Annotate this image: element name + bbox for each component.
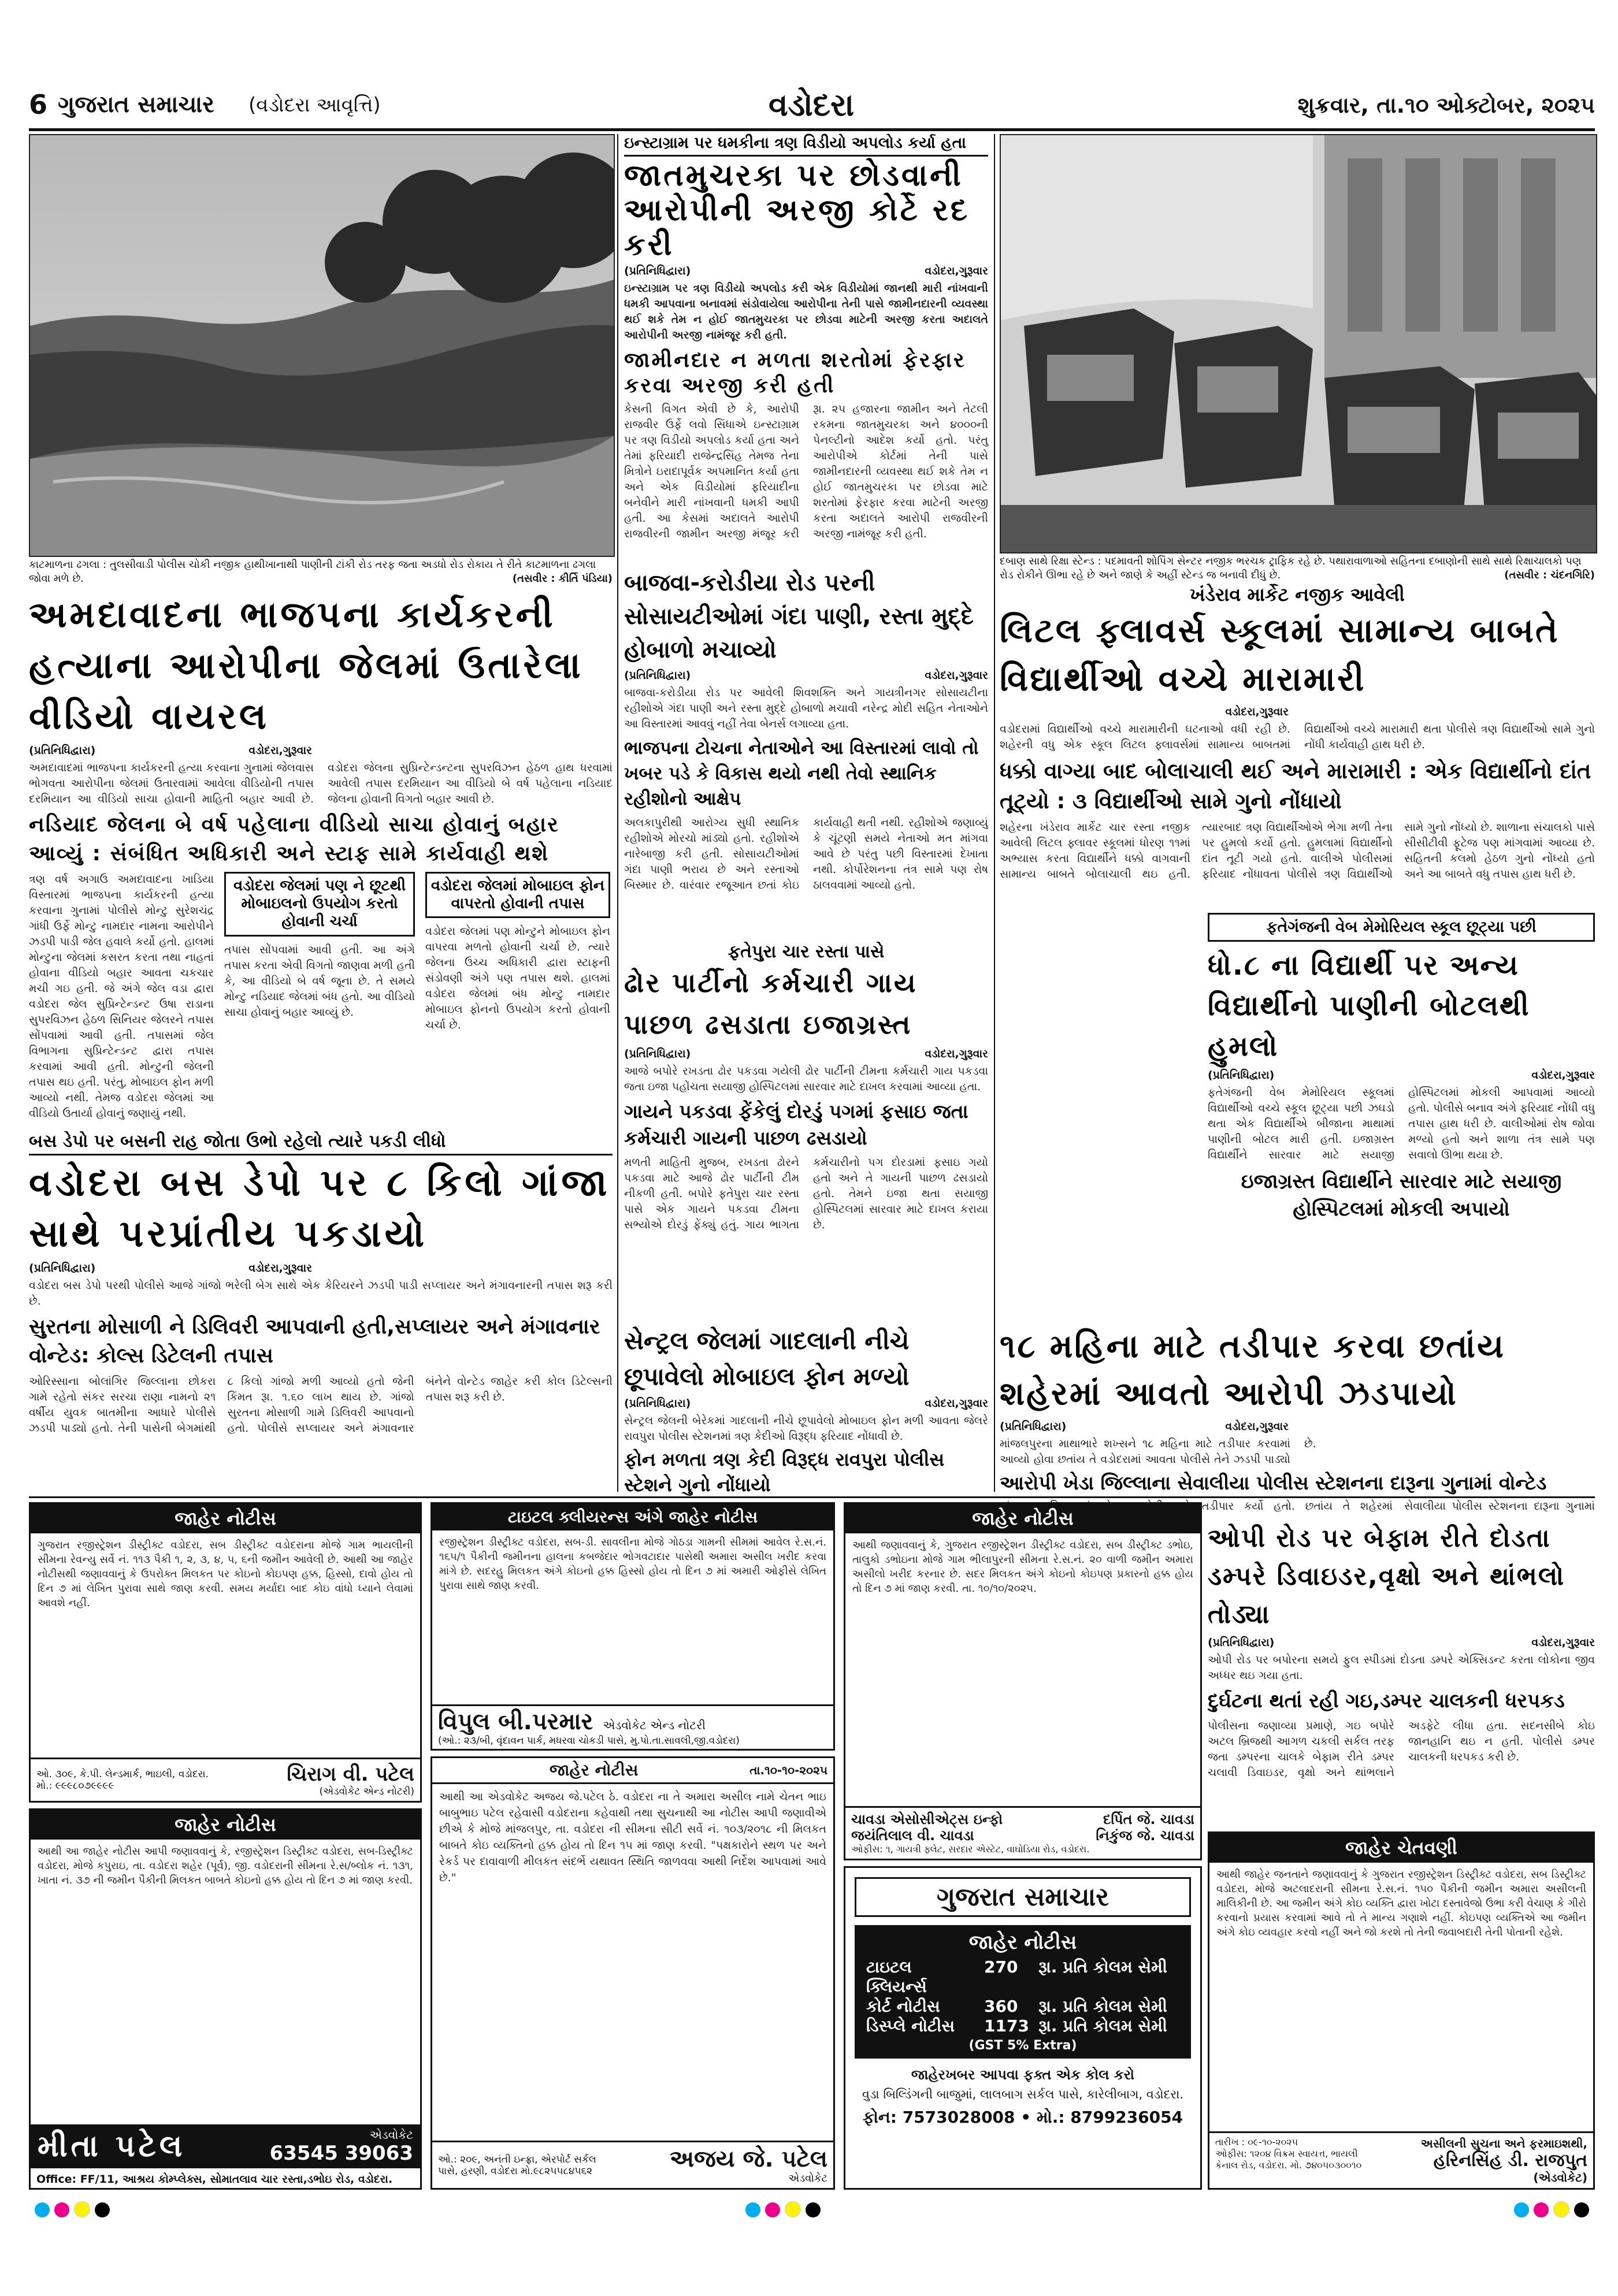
photo-rickshaw-caption bbox=[1000, 555, 1595, 582]
photo-rickshaw bbox=[1000, 134, 1597, 553]
story-byline bbox=[624, 1047, 988, 1060]
ad-advocate-title: એડવોકેટ bbox=[788, 2172, 827, 2184]
registration-marks-center bbox=[745, 2201, 825, 2220]
ad-rates-logo: ગુજરાત સમાચાર bbox=[855, 1877, 1191, 1917]
dateline-left: (પ્રતિનિધિદ્વારા) bbox=[1208, 1069, 1275, 1082]
rate-value: 270 bbox=[984, 1957, 1018, 1977]
rate-gst: (GST 5% Extra) bbox=[968, 2038, 1077, 2053]
rate-label: કોર્ટ નોટીસ bbox=[866, 1997, 940, 2016]
story-bjp bbox=[29, 589, 613, 1121]
masthead bbox=[29, 86, 1595, 126]
ad-name-2: દર્પિત જે. ચાવડા bbox=[1103, 1811, 1194, 1827]
story-byline bbox=[624, 669, 988, 682]
story-bus bbox=[29, 1131, 613, 1489]
photo-debris-caption bbox=[29, 558, 613, 586]
story-body: તડીપાર કર્યો હતો. છતાંય તે શહેરમાં સેવાલીયા પોલીસ સ્ટેશનના દારૂના ગુનામાં bbox=[1202, 1500, 1595, 1513]
dateline-right: વડોદરા,ગુરૂવાર bbox=[925, 669, 988, 682]
story-lead: અમદાવાદમાં ભાજપના કાર્યકરની હત્યા કરવાના ગુનામાં જેલવાસ ભોગવતા આરોપીના જેલમાં ઉતારવામાં આવેલા વીડિયોની તપાસ દરમિયાન આ વીડિયો સાચા હોવાની માહિતી બહાર આવી છે. વડોદરા જેલના સુપ્રિન્ટેન્ડન્ટના સુપરવિઝન હેઠળ હાથ ધરવામાં આવેલી તપાસ દરમિયાન આ વીડિયો બે વર્ષ પહેલાના નડિયાદ જેલના હોવાની વિગતો બહાર આવી છે. bbox=[29, 761, 613, 805]
dateline-left: (પ્રતિનિધિદ્વારા) bbox=[624, 1397, 691, 1410]
page-number: 6 bbox=[29, 89, 48, 120]
story-subhead: નડિયાદ જેલના બે વર્ષ પહેલાના વીડિયો સાચા હોવાનું બહાર આવ્યું : સંબંધિત અધિકારી અને સ્ટાફ સામે કાર્યવાહી થશે bbox=[29, 813, 559, 865]
story-jail-phone bbox=[624, 1323, 988, 1496]
sidebar-box bbox=[224, 872, 415, 937]
ad-body: આથી જાહેર જનતાને જણાવવાનું કે ગુજરાત રજીસ્ટ્રેશન ડિસ્ટ્રીક્ટ વડોદરા, સબ ડિસ્ટ્રીક્ટ વડોદરા, મોજે અટલાદરાની સીમના રે.સ.નં. ૧૫૦ પૈકીની જમીન અમારા અસીલની માલિકીની છે. આ જમીન અંગે કોઇ વ્યક્તિ દ્વારા ખોટા દસ્તાવેજો ઉભા કરી વેચાણ કે ગીરો કરવાનો પ્રયાસ કરવામાં આવે તો તે માન્ય ગણાશે નહીં. કોઇપણ વ્યક્તિએ આ જમીન અંગે કોઇ વ્યવહાર કરવો નહીં અને જો કરશે તો તેની જવાબદારી તેની પોતાની રહેશે. bbox=[1216, 1868, 1586, 1938]
ad-notice-mita bbox=[29, 1808, 422, 2190]
ad-advocate-title: (એડવોકેટ એન્ડ નોટરી) bbox=[319, 1786, 414, 1797]
phone-2[interactable]: 8799236054 bbox=[1070, 2108, 1183, 2127]
kicker-rule bbox=[29, 1154, 613, 1156]
story-headline: લિટલ ફ્લાવર્સ સ્કૂલમાં સામાન્ય બાબતે વિદ્યાર્થીઓ વચ્ચે મારામારી bbox=[1000, 611, 1560, 699]
ad-advocate-title: એડવોકેટ એન્ડ નોટરી bbox=[603, 1718, 706, 1732]
photo-debris bbox=[29, 134, 615, 557]
story-kicker: ફતેગંજની વેબ મેમોરિયલ સ્કૂલ છૂટ્યા પછી bbox=[1266, 918, 1537, 936]
story-body: ત્રણ વર્ષ અગાઉ અમદાવાદના ખાડિયા વિસ્તારમાં ભાજપના કાર્યકરની હત્યા કરવાના ગુનામાં પોલીસે મોન્ટુ સુરેશચંદ્ર ગાંધી ઉર્ફે મોન્ટુ નામદાર નામના આરોપીને ઝડપી પાડી જેલ હવાલે કર્યો હતો. હાલમાં મોન્ટુના જેલમાં કસરત કરતા તથા નાહતાં હોવાના વીડિયો બહાર આવતા ચકચાર મચી ગઇ હતી. જે અંગે જેલ વડા દ્વારા વડોદરા જેલ સુપ્રિન્ટેન્ડન્ટ ઉષા રાડાના સુપરવિઝન હેઠળ સિનિયર જેલરને તપાસ સોંપવામાં આવી હતી. તપાસમાં જેલ વિભાગના સુપ્રિન્ટેન્ડન્ટ દ્વારા તપાસ કરવામાં આવી હતી. મોન્ટુની જેલની તપાસ થઇ હતી. પરંતુ, મોબાઇલ ફોન મળી આવ્યો નથી. તેમજ વડોદરા જેલમાં આ વીડિયો ઉતાર્યા હોવાનું જણાયું નથી. bbox=[29, 873, 214, 1120]
ad-address: ઓફીસ: ૧, ગાયત્રી ફ્લેટ, સરદાર એસ્ટેટ, વાઘોડિયા રોડ, વડોદરા. bbox=[851, 1844, 1090, 1855]
story-subhead: ગાયને પકડવા ફેંકેલું દોરડું પગમાં ફસાઇ જતા કર્મચારી ગાયની પાછળ ઢસડાયો bbox=[624, 1100, 968, 1149]
rate-row bbox=[866, 2016, 1179, 2036]
story-lead: આજે બપોરે રખડતા ઢોર પકડવા ગયેલી ઢોર પાર્ટીની ટીમના કર્મચારી ગાય પકડવા જતા ઇજા પહોંચતા સયાજી હોસ્પિટલમાં સારવાર માટે દાખલ કરવામાં આવ્યા હતા. bbox=[624, 1065, 988, 1093]
masthead-rule bbox=[29, 128, 1595, 131]
story-headline: સેન્ટ્રલ જેલમાં ગાદલાની નીચે છૂપાવેલો મોબાઇલ ફોન મળ્યો bbox=[624, 1327, 910, 1391]
story-byline bbox=[29, 1262, 312, 1275]
dateline-right: વડોદરા,ગુરૂવાર bbox=[1225, 705, 1289, 718]
dateline-right: વડોદરા,ગુરૂવાર bbox=[1225, 1420, 1289, 1433]
ad-firm: ચાવડા એસોસીએટ્સ ઇન્ફો bbox=[851, 1811, 1003, 1827]
ad-footer bbox=[1209, 2131, 1593, 2188]
phone-1[interactable]: 7573028008 bbox=[902, 2108, 1015, 2127]
ad-footer bbox=[31, 1758, 420, 1801]
rate-row bbox=[866, 1997, 1179, 2016]
sidebar-box-2 bbox=[425, 872, 610, 918]
rate-unit: રૂા. પ્રતિ કોલમ સેમી bbox=[1038, 1957, 1167, 1977]
reg-dot-magenta bbox=[1534, 2202, 1549, 2217]
reg-dot-magenta bbox=[54, 2202, 69, 2217]
ad-title: જાહેર ચેતવણી bbox=[1209, 1833, 1593, 1863]
photo-credit: (તસવીર : ચંદનગિરિ) bbox=[1504, 569, 1595, 581]
story-khanderao bbox=[1000, 584, 1595, 907]
reg-dot-black bbox=[1574, 2202, 1589, 2217]
dateline-left: (પ્રતિનિધિદ્વારા) bbox=[1208, 1636, 1275, 1649]
edition: (વડોદરા આવૃત્તિ) bbox=[248, 94, 381, 117]
dateline-right: વડોદરા,ગુરૂવાર bbox=[925, 1397, 988, 1410]
story-lead: સેન્ટ્રલ જેલની બેરેકમાં ગાદલાની નીચે છૂપાવેલો મોબાઇલ ફોન મળી આવતા જેલરે રાવપુરા પોલીસ સ્ટેશનમાં ત્રણ કેદીઓ વિરૂદ્ધ ફરિયાદ નોંધાવી છે. bbox=[624, 1414, 988, 1443]
ad-body: આથી આ એડવોકેટ અજય જે.પટેલ ઠે. વડોદરા ના તે અમારા અસીલ નામે ચેતન ભાઇ બાબુભાઇ પટેલ રહેવાસી વડોદરાના કહેવાથી તથા સુચનાથી આ નોટીસ આપી જણાવીએ છીએ કે મોજે માંજલપુર, તા. વડોદરા ની સીમના સીટી સર્વે નં. ૧૦૩/૨૦૧૮ ની મિલકત બાબતે કોઇ વ્યક્તિનો હક્ક હોય તો દિન ૧૫ માં જાણ કરવી. "પક્ષકારોને સ્થળ પર અને રેકર્ડ પર દાવાવાળી મીલકત સંદર્ભે યથાવત સ્થિતિ જાળવવા આથી નિર્દેશ આપવામાં આવે છે." bbox=[439, 1790, 826, 1884]
story-subhead: આરોપી ખેડા જિલ્લાના સેવાલીયા પોલીસ સ્ટેશનના દારૂના ગુનામાં વોન્ટેડ bbox=[1000, 1472, 1547, 1494]
ad-advocate: હરિનસિંહ ડી. રાજપુત bbox=[1433, 2150, 1587, 2171]
kicker-box bbox=[1208, 913, 1595, 942]
reg-dot-cyan bbox=[35, 2202, 50, 2217]
dateline-right: વડોદરા,ગુરૂવાર bbox=[1531, 1636, 1595, 1649]
ad-rates-panel bbox=[855, 1925, 1191, 2059]
ad-title: ટાઇટલ ક્લીયરન્સ અંગે જાહેર નોટીસ bbox=[432, 1504, 833, 1530]
ad-name-3: નિકુંજ જે. ચાવડા bbox=[1096, 1827, 1194, 1844]
story-headline: બાજવા-કરોડીયા રોડ પરની સોસાયટીઓમાં ગંદા પાણી, રસ્તા મુદ્દે હોબાળો મચાવ્યો bbox=[624, 570, 974, 663]
dateline-left: (પ્રતિનિધિદ્વારા) bbox=[29, 1262, 96, 1275]
kicker-rule bbox=[624, 155, 988, 157]
dateline-left: (પ્રતિનિધિદ્વારા) bbox=[29, 744, 96, 757]
ad-notice-chavda bbox=[844, 1502, 1202, 1860]
story-byline bbox=[1000, 705, 1289, 718]
story-headline: ઢોર પાર્ટીનો કર્મચારી ગાય પાછળ ઢસડાતા ઇજાગ્રસ્ત bbox=[624, 967, 918, 1040]
story-tadipar bbox=[1000, 1323, 1595, 1514]
rate-unit: રૂા. પ્રતિ કોલમ સેમી bbox=[1038, 2016, 1167, 2035]
reg-dot-cyan bbox=[1514, 2202, 1529, 2217]
ad-address: ઓ. ૩૦૯, કે.પી. લેન્ડમાર્ક, ભાઇલી, વડોદરા. મો.: ૯૯૯૮૦૭૯૯૯૯ bbox=[36, 1769, 209, 1792]
story-headline: વડોદરા બસ ડેપો પર ૮ કિલો ગાંજા સાથે પરપ્રાંતીય પકડાયો bbox=[29, 1162, 611, 1255]
photo-credit: (તસવીર : કીર્તિ પંડિયા) bbox=[512, 573, 613, 585]
dateline-left: (પ્રતિનિધિદ્વારા) bbox=[624, 1047, 691, 1060]
ad-warning bbox=[1208, 1831, 1595, 2190]
dateline-right: વડોદરા,ગુરૂવાર bbox=[248, 1262, 312, 1275]
ad-title-clearance bbox=[431, 1502, 835, 1751]
story-subhead: ભાજપના ટોચના નેતાઓને આ વિસ્તારમાં લાવો તો ખબર પડે કે વિકાસ થયો નથી તેવો સ્થાનિક રહીશોનો આક્ષેપ bbox=[624, 738, 979, 809]
ad-title: જાહેર નોટીસ bbox=[31, 1504, 420, 1533]
ad-phone: 63545 39063 bbox=[269, 2142, 413, 2165]
phone-2-label: મો.: bbox=[1036, 2108, 1065, 2127]
box-body: વડોદરા જેલમાં પણ મોન્ટુને મોબાઇલ ફોન વાપરવા મળતો હોવાની ચર્ચા છે. ત્યારે જેલના ઉચ્ચ અધિકારી દ્વારા સ્ટાફની સંડોવણી અંગે પણ તપાસ થશે. હાલમાં વડોદરા જેલમાં બંધ મોન્ટુ નામદાર મોબાઇલ ફોનનો ઉપયોગ કરતો હોવાની ચર્ચા છે. bbox=[425, 925, 610, 1032]
story-lead: ઓપી રોડ પર બપોરના સમયે ફુલ સ્પીડમાં દોડતા ડમ્પરે એક્સિડન્ટ કરતા લોકોના જીવ અધ્ધર થઇ ગયા હતા. bbox=[1208, 1654, 1595, 1682]
story-lead: બાજવા-કરોડીયા રોડ પર આવેલી શિવશક્તિ અને ગાયત્રીનગર સોસાયટીના રહીશોએ ગંદા પાણી અને રસ્તા મુદ્દે હોબાળો મચાવી નરેન્દ્ર મોદી સહિત નેતાઓને આ વિસ્તારમાં આવવું નહીં તેવા બેનર્સ લગાવ્યા હતા. bbox=[624, 686, 988, 730]
ad-notice-ajay bbox=[431, 1756, 835, 2190]
dateline-right: વડોદરા,ગુરૂવાર bbox=[248, 744, 312, 757]
story-body: પોલીસના જણાવ્યા પ્રમાણે, ગઇ બપોરે અટલ બ્રિજથી આગળ ચકલી સર્કલ તરફ જતા ડમ્પરના ચાલકે બેફામ રીતે ડમ્પર ચલાવી ડિવાઇડર, વૃક્ષો અને થાંભલાને અડફેટે લીધા હતા. સદનસીબે કોઇ જાનહાનિ થઇ ન હતી. પોલીસે ડમ્પર ચાલકની ધરપકડ કરી છે. bbox=[1208, 1719, 1595, 1779]
rate-value: 1173 bbox=[984, 2016, 1029, 2035]
story-lead: વડોદરા બસ ડેપો પરથી પોલીસે આજે ગાંજો ભરેલી બેગ સાથે એક કેરિયરને ઝડપી પાડી સપ્લાયર અને મંગાવનારની તપાસ શરૂ કરી છે. bbox=[29, 1279, 613, 1307]
story-lead: વડોદરામાં વિદ્યાર્થીઓ વચ્ચે મારામારીની ઘટનાઓ વધી રહી છે. શહેરની વધુ એક સ્કૂલ લિટલ ફ્લાવર્સમાં સામાન્ય બાબતમાં વિદ્યાર્થીઓ વચ્ચે મારામારી થતા પોલીસે ત્રણ વિદ્યાર્થીઓ સામે ગુનો નોંધી કાર્યવાહી હાથ ધરી છે. bbox=[1000, 723, 1595, 751]
reg-dot-black bbox=[806, 2202, 821, 2217]
paper-name: ગુજરાત સમાચાર bbox=[58, 91, 214, 118]
rate-label: ટાઇટલ ક્લિયર્ન્સ bbox=[866, 1957, 927, 1996]
section-rule bbox=[29, 1496, 1595, 1498]
ad-address: (ઓ.: ૨૩/બી, વૃંદાવન પાર્ક, મધરવા ચોકડી પાસે, મુ.પો.તા.સાવલી,જી.વડોદરા) bbox=[438, 1735, 740, 1747]
ad-advocate: ચિરાગ વી. પટેલ bbox=[287, 1763, 414, 1786]
story-kicker: ઇન્સ્ટાગ્રામ પર ધમકીના ત્રણ વિડીયો અપલોડ કર્યા હતા bbox=[624, 134, 967, 152]
column-rule bbox=[617, 134, 618, 1492]
ad-advocate: વિપુલ બી.પરમાર bbox=[438, 1708, 593, 1735]
story-subhead: સુરતના મોસાળી ને ડિલિવરી આપવાની હતી,સપ્લાયર અને મંગાવનાર વોન્ટેડ: કોલ્સ ડિટેલની તપાસ bbox=[29, 1315, 600, 1368]
story-byline bbox=[29, 744, 312, 757]
ad-address: ઓ.: ૨૦૯, અનંતી ઇન્ફ્રા, એરપોર્ટ સર્કલ પાસે, હરણી, વડોદરા મો.૯૮૨૫૫૮૪૫૬૨ bbox=[438, 2153, 596, 2177]
reg-dot-magenta bbox=[765, 2202, 780, 2217]
reg-dot-black bbox=[95, 2202, 110, 2217]
ad-footer bbox=[845, 1806, 1200, 1859]
ad-signer-label: અસીલની સુચના અને ફરમાઇશથી, bbox=[1420, 2137, 1587, 2150]
dateline-left: (પ્રતિનિધિદ્વારા) bbox=[624, 669, 691, 682]
story-fatehpura bbox=[624, 942, 988, 1312]
story-headline: ધો.૮ ના વિદ્યાર્થી પર અન્ય વિદ્યાર્થીનો પાણીની બોટલથી હુમલો bbox=[1208, 949, 1530, 1062]
reg-dot-yellow bbox=[74, 2201, 90, 2217]
ad-advocate-title: (એડવોકેટ) bbox=[1533, 2171, 1587, 2184]
story-byline bbox=[624, 265, 988, 277]
story-subhead: દુર્ઘટના થતાં રહી ગઇ,ડમ્પર ચાલકની ધરપકડ bbox=[1208, 1689, 1565, 1712]
ad-rates-title: જાહેર નોટીસ bbox=[968, 1931, 1077, 1954]
dateline-left: (પ્રતિનિધિદ્વારા) bbox=[1000, 1420, 1067, 1433]
story-subhead: ઇજાગ્રસ્ત વિદ્યાર્થીને સારવાર માટે સયાજી હોસ્પિટલમાં મોકલી અપાયો bbox=[1241, 1170, 1562, 1221]
ad-body: રજીસ્ટ્રેશન ડીસ્ટ્રીક્ટ વડોદરા, સબ-ડી. સાવલીના મોજે ગોઠડા ગામની સીમમાં આવેલ રે.સ.નં. ૧૬૫/૧ પૈકીની જમીનના હાલના કબજેદાર ભોગવટાદાર પાસેથી અમારા અસીલ ખરીદ કરવા માંગે છે. સદરહુ મિલકત અંગે કોઇનો હક્ક હિસ્સો હોય તો દિન ૭ માં અમારી ઓફીસે લેખિત પુરાવા સાથે જાણ કરવી. bbox=[439, 1536, 826, 1592]
ad-rates bbox=[844, 1866, 1202, 2190]
ad-name-1: જયંતિલાલ વી. ચાવડા bbox=[851, 1827, 974, 1844]
ad-date: તારીખ : ૦૯-૧૦-૨૦૨૫ bbox=[1215, 2137, 1298, 2148]
story-byline bbox=[1000, 1420, 1289, 1433]
story-byline bbox=[1208, 1636, 1595, 1649]
box-body: તપાસ સોંપવામાં આવી હતી. આ અંગે તપાસ કરતા એવી વિગતો જાણવા મળી હતી કે, આ વીડિયો બે વર્ષ જૂના છે. તે સમયે મોન્ટુ નડિયાદ જેલમાં બંધ હતો. આ વીડિયો સાચા હોવાનું બહાર આવ્યું છે. bbox=[224, 943, 415, 1019]
ad-title: જાહેર નોટીસ bbox=[549, 1760, 639, 1779]
rate-row bbox=[866, 1957, 1179, 1997]
rate-value: 360 bbox=[984, 1997, 1018, 2016]
registration-marks-right bbox=[1514, 2201, 1594, 2220]
rate-unit: રૂા. પ્રતિ કોલમ સેમી bbox=[1038, 1997, 1167, 2016]
ad-date: તા.૧૦-૧૦-૨૦૨૫ bbox=[749, 1763, 827, 1777]
ad-title: જાહેર નોટીસ bbox=[31, 1810, 420, 1840]
story-dumper bbox=[1208, 1519, 1595, 1820]
ad-advocate: મીતા પટેલ bbox=[38, 2128, 186, 2164]
ad-office: Office: FF/11, આશ્રય કોમ્પ્લેક્સ, સોમાતલાવ ચાર રસ્તા,ડભોઇ રોડ, વડોદરા. bbox=[36, 2173, 393, 2186]
story-body: ઓરિસ્સાના બોલાંગિર જિલ્લાના છોકરા ગામે રહેતો સંકર સરચા રાણા નામનો ૨૧ વર્ષીય યુવક બાતમીના આધારે પોલીસે ઝડપી પાડ્યો હતો. તેની પાસેની બેગમાંથી ૮ કિલો ગાંજો મળી આવ્યો હતો જેની કિંમત રૂા. ૧.૬૦ લાખ થાય છે. ગાંજો સુરતના મોસાળી ગામે ડિલિવરી આપવાનો હતો. પોલીસે સપ્લાયર અને મંગાવનાર બંનેને વોન્ટેડ જાહેર કરી કોલ ડિટેલ્સની તપાસ શરૂ કરી છે. bbox=[29, 1375, 613, 1435]
box-title: વડોદરા જેલમાં પણ ને છૂટથી મોબાઇલનો ઉપયોગ કરતો હોવાની ચર્ચા bbox=[233, 877, 406, 931]
debris-photo-image bbox=[30, 135, 614, 556]
ad-office: વુડા બિલ્ડિંગની બાજુમાં, લાલબાગ સર્કલ પાસે, કારેલીબાગ, વડોદરા. bbox=[862, 2087, 1184, 2101]
story-body: મળતી માહિતી મુજબ, રખડતા ઢોરને પકડવા માટે આજે ઢોર પાર્ટીની ટીમ નીકળી હતી. બપોરે ફતેપુરા ચાર રસ્તા પાસે એક ગાયને પકડવા ટીમના સભ્યોએ દોરડું ફેંક્યું હતું. ગાય ભાગતા કર્મચારીનો પગ દોરડામાં ફસાઇ ગયો હતો અને તે ગાયની પાછળ ઢસડાયો હતો. તેમને ઇજા થતા સયાજી હોસ્પિટલમાં સારવાર માટે દાખલ કરાયા છે. bbox=[624, 1156, 988, 1231]
dateline-right: વડોદરા,ગુરૂવાર bbox=[925, 265, 988, 278]
dateline-right: વડોદરા,ગુરૂવાર bbox=[925, 1047, 988, 1060]
story-fatehganj bbox=[1208, 913, 1595, 1317]
story-kicker: ખંડેરાવ માર્કેટ નજીક આવેલી bbox=[1190, 584, 1405, 605]
registration-marks-left bbox=[35, 2201, 114, 2220]
ad-body: ગુજરાત રજીસ્ટ્રેશન ડીસ્ટ્રીક્ટ વડોદરા, સબ ડીસ્ટ્રીક્ટ વડોદરાના મોજે ગામ ભાયલીની સીમના રેવન્યુ સર્વે નં. ૧૧૩ પૈકી ૧, ૨, ૩, ૪, ૫, ૬ની જમીન આવેલી છે. આથી આ જાહેર નોટીસથી જણાવવાનું કે ઉપરોક્ત મિલકત પર કોઇનો કોઇપણ હક્ક, હિસ્સો, દાવો હોય તો દિન ૭ માં લેખિત પુરાવા સાથે જાણ કરવી. સમય મર્યાદા બાદ કોઇ વાંધો ધ્યાને લેવામાં આવશે નહીં. bbox=[38, 1539, 413, 1609]
phone-label: ફોન: bbox=[862, 2108, 897, 2127]
rate-label: ડિસ્પ્લે નોટીસ bbox=[866, 2016, 955, 2035]
story-headline: ૧૮ મહિના માટે તડીપાર કરવા છતાંય શહેરમાં આવતો આરોપી ઝડપાયો bbox=[1000, 1328, 1506, 1413]
story-subhead: જામીનદાર ન મળતા શરતોમાં ફેરફાર કરવા અરજી કરી હતી bbox=[624, 348, 966, 397]
ad-footer bbox=[432, 1704, 833, 1749]
story-headline: અમદાવાદના ભાજપના કાર્યકરની હત્યાના આરોપીના જેલમાં ઉતારેલા વીડિયો વાયરલ bbox=[29, 593, 584, 737]
caption-text: દબાણ સાથે રિક્ષા સ્ટેન્ડ : પદમાવતી શોપિંગ સેન્ટર નજીક ભરચક ટ્રાફિક રહે છે. પથારાવાળાઓ સહિતના દબાણોની સાથે સાથે રિક્ષાચાલકો પણ રોડ રોકીને ઊભા રહે છે અને જાણે કે અહીં સ્ટેન્ડ જ બનાવી દીધું છે. bbox=[1000, 555, 1582, 581]
story-byline bbox=[1208, 1069, 1595, 1082]
story-subhead: ફોન મળતા ત્રણ કેદી વિરૂદ્ધ રાવપુરા પોલીસ સ્ટેશને ગુનો નોંધાયો bbox=[624, 1448, 945, 1496]
caption-text: કાટમાળના ઢગલા : તુલસીવાડી પોલીસ ચોકી નજીક હાથીખાનાથી પાણીની ટાંકી રોડ તરફ જતા અડધો રોડ રોકાય તે રીતે કાટમાળના ઢગલા જોવા મળે છે. bbox=[29, 559, 596, 585]
story-body: કેસની વિગત એવી છે કે, આરોપી રાજવીર ઉર્ફે લવો સિંધાએ ઇન્સ્ટાગ્રામ પર ત્રણ વિડીયો અપલોડ કર્યા હતા અને તેમાં ફરિયાદી રાજેન્દ્રસિંહ તેમજ તેના મિત્રોને ઇરાદાપૂર્વક અપમાનિત કર્યા હતા અને એક વિડીયોમાં ફરિયાદીના બનેવીને મારી નાંખવાની ધમકી આપી હતી. આ કેસમાં અદાલતે આરોપી રાજવીરની જામીન અરજી મંજૂર કરી રૂા. ૨૫ હજારના જામીન અને તેટલી રકમના જાતમુચરકા અને ૪૦૦૦ની પેનલ્ટીનો આદેશ કર્યો હતો. પરંતુ આરોપીએ કોર્ટમાં તેની પાસે જામીનદારની વ્યવસ્થા થઈ શકે તેમ ન હોઈ જાતમુચરકા પર છોડવા માટે શરતોમાં ફેરફાર કરવા માટેની અરજી કરતા અદાલતે આરોપી રાજવીરની અરજી નામંજૂર કરી હતી. bbox=[624, 402, 988, 540]
story-byline bbox=[624, 1397, 988, 1410]
story-body: ફતેગંજની વેબ મેમોરિયલ સ્કૂલમાં વિદ્યાર્થીઓ વચ્ચે સ્કૂલ છૂટ્યા પછી ઝઘડો થતા એક વિદ્યાર્થીએ બીજાના માથામાં પાણીની બોટલ મારી હતી. ઇજાગ્રસ્ત વિદ્યાર્થીને સારવાર માટે સયાજી હોસ્પિટલમાં મોકલી આપવામાં આવ્યો હતો. પોલીસે બનાવ અંગે ફરિયાદ નોંધી વધુ તપાસ હાથ ધરી છે. વાલીઓમાં રોષ જોવા મળ્યો હતો અને શાળા તંત્ર સામે પણ સવાલો ઊભા થયા છે. bbox=[1208, 1086, 1595, 1161]
reg-dot-cyan bbox=[745, 2202, 760, 2217]
ad-body: આથી જણાવવાનું કે, ગુજરાત રજીસ્ટ્રેશન ડીસ્ટ્રીક્ટ વડોદરા, સબ ડીસ્ટ્રીક્ટ ડભોઇ, તાલુકો ડભોઇના મોજે ગામ ભીલાપુરની સીમના રે.સ.નં. ૨૦ વાળી જમીન અમારા અસીલો ખરીદ કરનાર છે. સદર મિલકત અંગે કોઇનો કોઇપણ પ્રકારનો હક્ક હોય તો દિન ૭ માં જાણ કરવી. તા. ૧૦/૧૦/૨૦૨૫. bbox=[852, 1539, 1193, 1595]
story-jamin bbox=[624, 134, 988, 556]
story-body: અલકાપુરીથી આરોગ્ય સુધી સ્થાનિક રહીશોએ મોરચો માંડ્યો હતો. રહીશોએ નારેબાજી કરી હતી. સોસાયટીઓમાં ગંદા પાણી ભરાય છે અને રસ્તાઓ બિસ્માર છે. વારંવાર રજૂઆત છતાં કોઇ કાર્યવાહી થતી નથી. રહીશોએ જણાવ્યું કે ચૂંટણી સમયે નેતાઓ મત માંગવા આવે છે પરંતુ પછી વિસ્તારમાં દેખાતા નથી. કોર્પોરેશનના તંત્ર સામે પણ રોષ ઠાલવવામાં આવ્યો હતો. bbox=[624, 816, 988, 891]
ad-title: જાહેર નોટીસ bbox=[845, 1504, 1200, 1533]
story-bajwa bbox=[624, 566, 988, 924]
ad-notice-chirag bbox=[29, 1502, 422, 1803]
ad-advocate: અજય જે. પટેલ bbox=[669, 2146, 827, 2172]
city-name: વડોદરા bbox=[769, 87, 855, 123]
box-title: વડોદરા જેલમાં મોબાઇલ ફોન વાપરતો હોવાની તપાસ bbox=[431, 877, 605, 913]
ad-address: ઓફીસ: ૧૨૦૪ વિક્રમ સ્વાયત્ત, ભાયલી કેનાલ રોડ, વડોદરા. મો. ૭૪૦૫૦૩૦૦૧૦ bbox=[1215, 2148, 1362, 2171]
ad-signature-bar bbox=[31, 2124, 420, 2168]
issue-date: શુક્રવાર, તા.૧૦ ઓક્ટોબર, ૨૦૨૫ bbox=[1297, 92, 1595, 118]
ad-body: આથી આ જાહેર નોટીસ આપી જણાવવાનું કે, રજીસ્ટ્રેશન ડિસ્ટ્રીક્ટ વડોદરા, સબ-ડિસ્ટ્રીક્ટ વડોદરા, મોજે કપુરાઇ, તા. વડોદરા શહેર (પૂર્વ), જી. વડોદરાની સીમના રે.સ/બ્લોક નં. ૧૩૧, ખાતા નં. ૩૭ ની જમીન પૈકીની મિલકત બાબતે કોઇનો હક્ક હોય તો દિન ૭ માં જાણ કરવી. bbox=[38, 1845, 413, 1886]
dateline-right: વડોદરા,ગુરૂવાર bbox=[1531, 1069, 1595, 1082]
reg-dot-yellow bbox=[1553, 2201, 1569, 2217]
story-lead: ઇન્સ્ટાગ્રામ પર ત્રણ વિડીયો અપલોડ કરી એક વિડીયોમાં જાનથી મારી નાંખવાની ધમકી આપવાના બનાવમાં સંડોવાયેલા આરોપીના તેની પાસે જામીનદારની વ્યવસ્થા થઈ શકે તેમ ન હોઈ જાતમુચરકા પર છોડવા માટેની અરજી કરતા અદાલતે આરોપીની અરજી નામંજૂર કરી હતી. bbox=[624, 282, 988, 342]
column-rule bbox=[994, 134, 995, 1492]
story-lead: માંજલપુરના માથાભારે શખ્સને ૧૮ મહિના માટે તડીપાર કરવામાં આવ્યો હોવા છતાંય તે વડોદરામાં આવતા પોલીસે તેને ઝડપી પાડ્યો છે. bbox=[1000, 1437, 1316, 1466]
ad-phones: ફોન: 7573028008 • મો.: 8799236054 bbox=[862, 2108, 1183, 2127]
dateline-left: (પ્રતિનિધિદ્વારા) bbox=[624, 265, 691, 278]
story-headline: ઓપી રોડ પર બેફામ રીતે દોડતા ડમ્પરે ડિવાઇડર,વૃક્ષો અને થાંભલો તોડ્યા bbox=[1208, 1524, 1565, 1629]
story-subhead: ધક્કો વાગ્યા બાદ બોલાચાલી થઈ અને મારામારી : એક વિદ્યાર્થીનો દાંત તૂટ્યો : ૩ વિદ્યાર્થીઓ સામે ગુનો નોંધાયો bbox=[1000, 759, 1591, 813]
story-kicker: ફતેપુરા ચાર રસ્તા પાસે bbox=[728, 942, 885, 962]
story-headline: જાતમુચરકા પર છોડવાની આરોપીની અરજી કોર્ટે રદ કરી bbox=[624, 158, 970, 262]
ad-footer bbox=[432, 2141, 833, 2188]
reg-dot-yellow bbox=[785, 2201, 801, 2217]
ad-contact-line: જાહેરખબર આપવા ફક્ત એક કોલ કરો bbox=[911, 2067, 1135, 2083]
rickshaw-photo-image bbox=[1001, 135, 1596, 552]
story-body: શહેરના ખંડેરાવ માર્કેટ ચાર રસ્તા નજીક આવેલી લિટલ ફ્લાવર સ્કૂલમાં ધોરણ ૧૧માં અભ્યાસ કરતા વિદ્યાર્થીને ધક્કો વાગવાની સામાન્ય બાબતે બોલાચાલી થઇ હતી. ત્યારબાદ ત્રણ વિદ્યાર્થીઓએ ભેગા મળી તેના પર હુમલો કર્યો હતો. હુમલામાં વિદ્યાર્થીનો દાંત તૂટી ગયો હતો. વાલીએ પોલીસમાં ફરિયાદ નોંધાવતા પોલીસે ત્રણ વિદ્યાર્થીઓ સામે ગુનો નોંધ્યો છે. શાળાના સંચાલકો પાસે સીસીટીવી ફૂટેજ પણ માંગવામાં આવ્યા છે. સહિતની કલમો હેઠળ ગુનો નોંધ્યો હતો અને આ બાબતે વધુ તપાસ હાથ ધરી છે. bbox=[1000, 821, 1595, 880]
story-kicker: બસ ડેપો પર બસની રાહ જોતા ઉભો રહેલો ત્યારે પકડી લીધો bbox=[29, 1131, 446, 1151]
ad-advocate-title: એડવોકેટ bbox=[369, 2128, 413, 2142]
